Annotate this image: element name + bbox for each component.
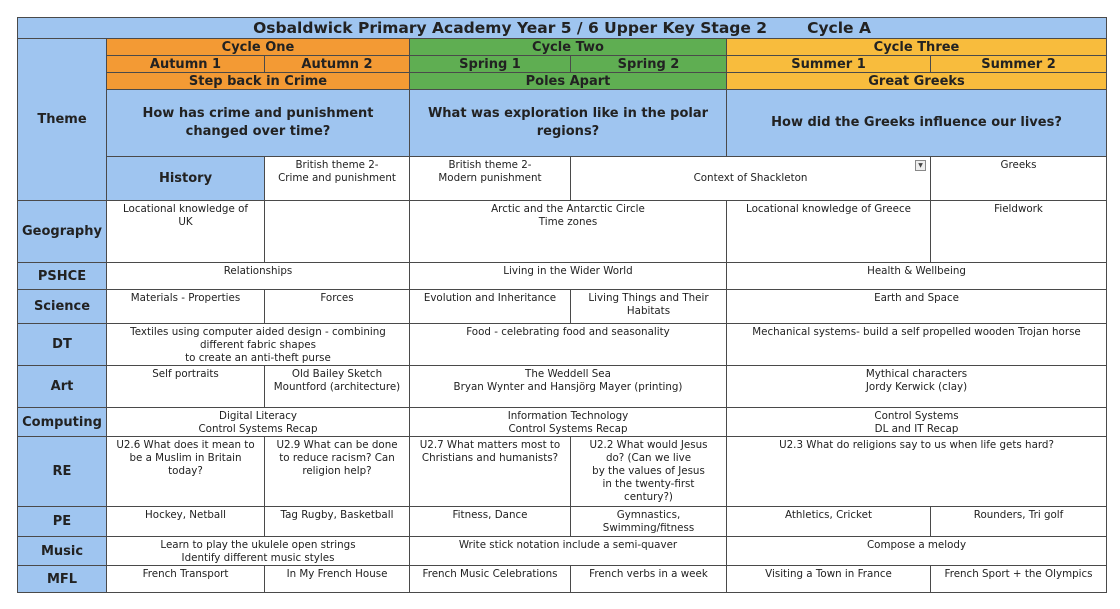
geography-summer-2: Fieldwork	[931, 201, 1107, 263]
term-summer-2: Summer 2	[931, 56, 1107, 73]
computing-autumn: Digital Literacy Control Systems Recap	[107, 408, 410, 437]
science-autumn-2: Forces	[265, 290, 410, 324]
science-autumn-1: Materials - Properties	[107, 290, 265, 324]
pe-spring-1: Fitness, Dance	[410, 507, 571, 537]
re-autumn-1: U2.6 What does it mean to be a Muslim in Britain today?	[107, 437, 265, 507]
subject-art: Art	[18, 366, 107, 408]
mfl-summer-1: Visiting a Town in France	[727, 566, 931, 593]
history-autumn-1: British theme 2- Crime and punishment	[265, 157, 410, 201]
pshce-summer: Health & Wellbeing	[727, 263, 1107, 290]
mfl-spring-1: French Music Celebrations	[410, 566, 571, 593]
re-spring-1: U2.7 What matters most to Christians and humanists?	[410, 437, 571, 507]
dt-spring: Food - celebrating food and seasonality	[410, 324, 727, 366]
topic-cycle-one: Step back in Crime	[107, 73, 410, 90]
subject-dt: DT	[18, 324, 107, 366]
subject-re: RE	[18, 437, 107, 507]
geography-summer-1: Locational knowledge of Greece	[727, 201, 931, 263]
history-spring[interactable]	[571, 157, 931, 201]
re-autumn-2: U2.9 What can be done to reduce racism? Can religion help?	[265, 437, 410, 507]
dt-autumn: Textiles using computer aided design - combining different fabric shapes to create an anti-theft purse	[107, 324, 410, 366]
pshce-autumn: Relationships	[107, 263, 410, 290]
term-spring-2: Spring 2	[571, 56, 727, 73]
art-autumn-2: Old Bailey Sketch Mountford (architecture)	[265, 366, 410, 408]
pe-autumn-2: Tag Rugby, Basketball	[265, 507, 410, 537]
term-autumn-2: Autumn 2	[265, 56, 410, 73]
computing-spring: Information Technology Control Systems Recap	[410, 408, 727, 437]
topic-cycle-two: Poles Apart	[410, 73, 727, 90]
subject-pshce: PSHCE	[18, 263, 107, 290]
subject-science: Science	[18, 290, 107, 324]
curriculum-table	[17, 17, 1107, 593]
mfl-autumn-2: In My French House	[265, 566, 410, 593]
science-spring-1: Evolution and Inheritance	[410, 290, 571, 324]
pe-summer-1: Athletics, Cricket	[727, 507, 931, 537]
question-cycle-three: How did the Greeks influence our lives?	[727, 90, 1107, 157]
pe-autumn-1: Hockey, Netball	[107, 507, 265, 537]
music-autumn: Learn to play the ukulele open strings Identify different music styles	[107, 537, 410, 566]
title-cycle: Cycle A	[807, 19, 871, 37]
term-spring-1: Spring 1	[410, 56, 571, 73]
art-spring: The Weddell Sea Bryan Wynter and Hansjörg Mayer (printing)	[410, 366, 727, 408]
computing-summer: Control Systems DL and IT Recap	[727, 408, 1107, 437]
mfl-autumn-1: French Transport	[107, 566, 265, 593]
pshce-spring: Living in the Wider World	[410, 263, 727, 290]
history-spring-text: Context of Shackleton	[693, 172, 808, 184]
geography-autumn-1: Locational knowledge of UK	[107, 201, 265, 263]
dropdown-arrow-icon[interactable]: ▼	[915, 160, 926, 171]
re-summer: U2.3 What do religions say to us when life gets hard?	[727, 437, 1107, 507]
theme-label: Theme	[18, 39, 107, 201]
question-cycle-one: How has crime and punishment changed over time?	[107, 90, 410, 157]
history-summer: Greeks	[931, 157, 1107, 201]
subject-geography: Geography	[18, 201, 107, 263]
mfl-spring-2: French verbs in a week	[571, 566, 727, 593]
subject-history: History	[107, 157, 265, 201]
mfl-summer-2: French Sport + the Olympics	[931, 566, 1107, 593]
geography-autumn-2	[265, 201, 410, 263]
term-autumn-1: Autumn 1	[107, 56, 265, 73]
subject-music: Music	[18, 537, 107, 566]
topic-cycle-three: Great Greeks	[727, 73, 1107, 90]
term-summer-1: Summer 1	[727, 56, 931, 73]
cycle-three-header: Cycle Three	[727, 39, 1107, 56]
art-summer: Mythical characters Jordy Kerwick (clay)	[727, 366, 1107, 408]
re-spring-2: U2.2 What would Jesus do? (Can we live by the values of Jesus in the twenty-first century?)	[571, 437, 727, 507]
subject-pe: PE	[18, 507, 107, 537]
dt-summer: Mechanical systems- build a self propelled wooden Trojan horse	[727, 324, 1107, 366]
question-cycle-two: What was exploration like in the polar regions?	[410, 90, 727, 157]
subject-mfl: MFL	[18, 566, 107, 593]
history-autumn-2: British theme 2- Modern punishment	[410, 157, 571, 201]
music-summer: Compose a melody	[727, 537, 1107, 566]
pe-spring-2: Gymnastics, Swimming/fitness	[571, 507, 727, 537]
pe-summer-2: Rounders, Tri golf	[931, 507, 1107, 537]
subject-computing: Computing	[18, 408, 107, 437]
cycle-one-header: Cycle One	[107, 39, 410, 56]
page-title	[18, 18, 1107, 39]
music-spring: Write stick notation include a semi-quaver	[410, 537, 727, 566]
art-autumn-1: Self portraits	[107, 366, 265, 408]
science-summer: Earth and Space	[727, 290, 1107, 324]
title-main: Osbaldwick Primary Academy Year 5 / 6 Upper Key Stage 2	[253, 19, 768, 37]
geography-spring: Arctic and the Antarctic Circle Time zones	[410, 201, 727, 263]
cycle-two-header: Cycle Two	[410, 39, 727, 56]
science-spring-2: Living Things and Their Habitats	[571, 290, 727, 324]
